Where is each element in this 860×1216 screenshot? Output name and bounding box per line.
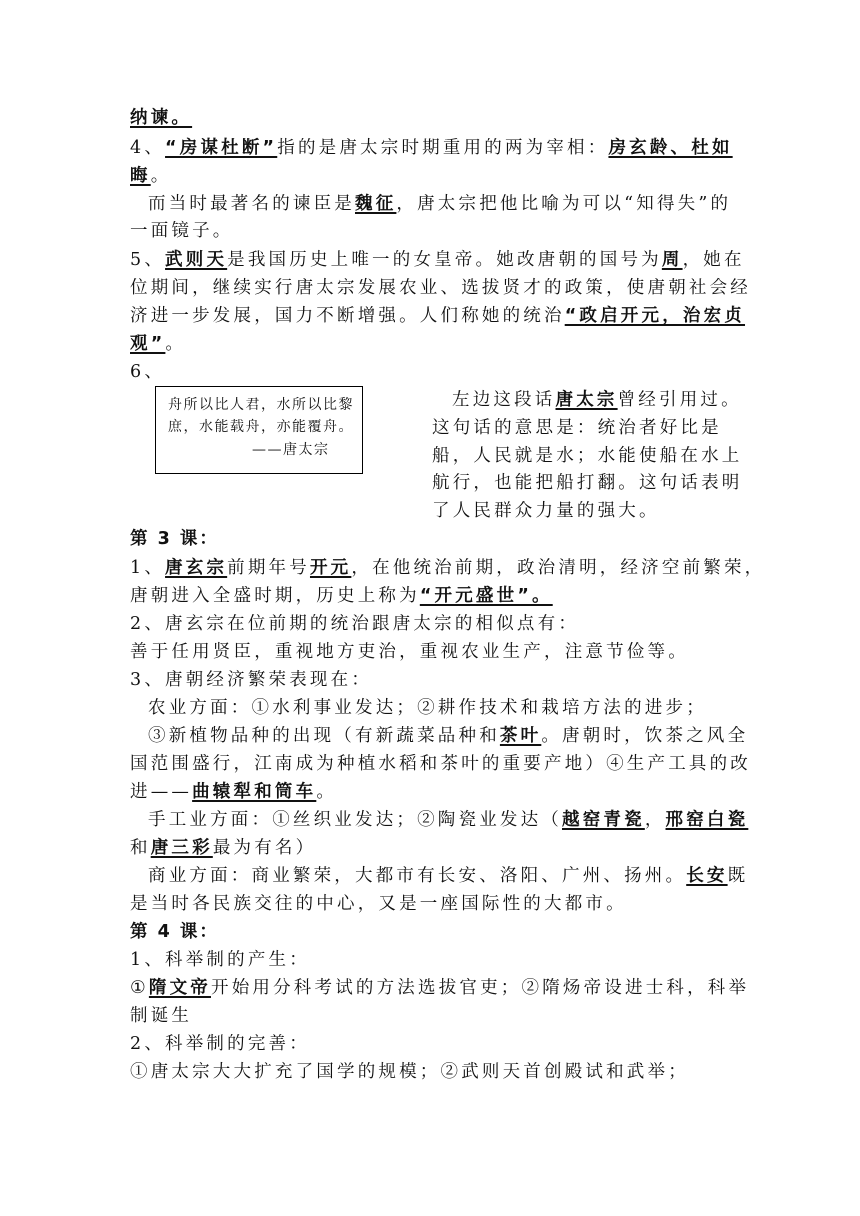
text-line: 船，人民就是水；水能使船在水上 (432, 446, 743, 466)
text-line: 6、 (130, 362, 166, 382)
text-line: 是当时各民族交往的中心，又是一座国际性的大都市。 (130, 894, 627, 914)
text-line: 5、武则天是我国历史上唯一的女皇帝。她改唐朝的国号为周，她在 (130, 250, 745, 270)
quote-author: ——唐太宗 (252, 442, 330, 458)
text-line: 纳谏。 (130, 108, 193, 128)
text-line: ①隋文帝开始用分科考试的方法选拔官吏；②隋炀帝设进士科，科举 (130, 978, 750, 998)
text-line: 手工业方面：①丝织业发达；②陶瓷业发达（越窑青瓷，邢窑白瓷 (148, 810, 749, 830)
text-line: 观”。 (130, 334, 187, 354)
text-line: 2、科举制的完善： (130, 1034, 310, 1054)
text-line: 左边这段话唐太宗曾经引用过。 (452, 390, 742, 410)
text-line: ①唐太宗大大扩充了国学的规模；②武则天首创殿试和武举； (130, 1062, 689, 1082)
section-heading: 第 4 课： (130, 922, 219, 942)
text-line: 1、科举制的产生： (130, 950, 310, 970)
text-line: 善于任用贤臣，重视地方吏治，重视农业生产，注意节俭等。 (130, 642, 689, 662)
text-line: ③新植物品种的出现（有新蔬菜品种和茶叶。唐朝时，饮茶之风全 (148, 726, 749, 746)
text-line: 3、唐朝经济繁荣表现在： (130, 670, 373, 690)
text-line: 国范围盛行，江南成为种植水稻和茶叶的重要产地）④生产工具的改 (130, 754, 751, 774)
quote-box (155, 386, 363, 474)
text-line: 一面镜子。 (130, 221, 234, 241)
text-line: 这句话的意思是：统治者好比是 (432, 418, 722, 438)
text-line: 了人民群众力量的强大。 (432, 501, 660, 521)
text-line: 济进一步发展，国力不断增强。人们称她的统治“政启开元，治宏贞 (130, 306, 746, 326)
quote-line: 庶，水能载舟，亦能覆舟。 (168, 419, 354, 435)
text-line: 唐朝进入全盛时期，历史上称为“开元盛世”。 (130, 586, 553, 606)
text-line: 和唐三彩最为有名） (130, 838, 317, 858)
text-line: 商业方面：商业繁荣，大都市有长安、洛阳、广州、扬州。长安既 (148, 866, 749, 886)
text-line: 而当时最著名的谏臣是魏征，唐太宗把他比喻为可以“知得失”的 (148, 194, 732, 214)
text-line: 4、“房谋杜断”指的是唐太宗时期重用的两为宰相：房玄龄、杜如 (130, 138, 733, 158)
text-line: 晦。 (130, 166, 172, 186)
text-line: 位期间，继续实行唐太宗发展农业、选拔贤才的政策，使唐朝社会经 (130, 278, 751, 298)
quote-line: 舟所以比人君，水所以比黎 (168, 397, 354, 413)
text-line: 农业方面：①水利事业发达；②耕作技术和栽培方法的进步； (148, 698, 707, 718)
text-line: 进——曲辕犁和筒车。 (130, 782, 338, 802)
section-heading: 第 3 课： (130, 529, 219, 549)
text-line: 航行，也能把船打翻。这句话表明 (432, 473, 743, 493)
text-line: 制诞生 (130, 1006, 193, 1026)
text-line: 2、唐玄宗在位前期的统治跟唐太宗的相似点有： (130, 614, 580, 634)
text-line: 1、唐玄宗前期年号开元，在他统治前期，政治清明，经济空前繁荣， (130, 558, 766, 578)
